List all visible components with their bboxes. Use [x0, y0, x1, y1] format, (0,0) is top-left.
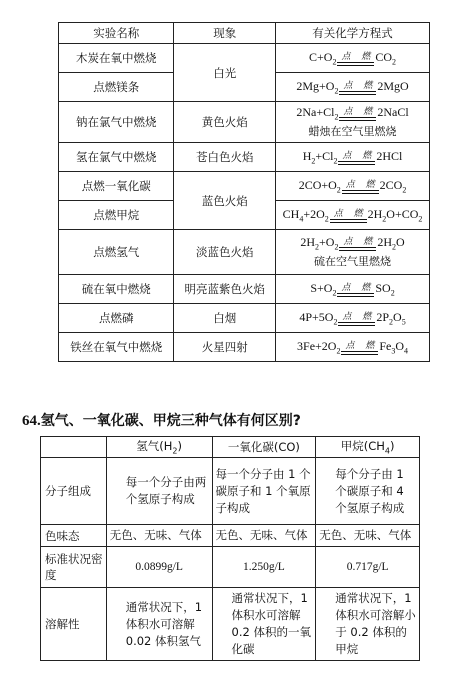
- experiment-name: 钠在氯气中燃烧: [59, 102, 174, 143]
- experiment-name: 氢在氯气中燃烧: [59, 143, 174, 172]
- equation: $H_2+Cl_2$ 点 燃 2HCl: [276, 143, 430, 172]
- table-row: [41, 547, 420, 588]
- row-label: 分子组成: [41, 458, 107, 525]
- header-phenomenon: 现象: [174, 23, 276, 44]
- equation: $2Mg+O_2$ 点 燃 2MgO: [276, 73, 430, 102]
- equation: $S+O_2$ 点 燃 $SO_2$: [276, 275, 430, 304]
- table-cell: 每一个分子由 1 个碳原子和 1 个氧原子构成: [212, 458, 316, 525]
- phenomenon: 苍白色火焰: [174, 143, 276, 172]
- equation: $2H_2+O_2$ 点 燃 $2H_2O$ 硫在空气里燃烧: [276, 230, 430, 275]
- header-blank: [41, 437, 107, 458]
- table-cell: 无色、无味、气体: [212, 525, 316, 547]
- equation: $4P+5O_2$ 点 燃 $2P_2O_5$: [276, 304, 430, 333]
- note-sulfur: 硫在空气里燃烧: [314, 255, 392, 269]
- table-row: [41, 458, 420, 525]
- phenomenon: 白烟: [174, 304, 276, 333]
- gas-comparison-table: [40, 436, 420, 661]
- row-label: 溶解性: [41, 588, 107, 661]
- experiment-name: 点燃磷: [59, 304, 174, 333]
- table-row: [59, 143, 430, 172]
- table-cell: 通常状况下，1 体积水可溶解 0.02 体积氢气: [106, 588, 212, 661]
- table-row: [41, 588, 420, 661]
- phenomenon: 火星四射: [174, 333, 276, 362]
- equation: $C+O_2$ 点 燃 $CO_2$: [276, 44, 430, 73]
- table-cell: 0.717g/L: [316, 547, 420, 588]
- equation: $3Fe+2O_2$ 点 燃 $Fe_3O_4$: [276, 333, 430, 362]
- experiment-name: 点燃甲烷: [59, 201, 174, 230]
- phenomenon: 黄色火焰: [174, 102, 276, 143]
- equation: $2Na+Cl_2$ 点 燃 2NaCl 蜡烛在空气里燃烧: [276, 102, 430, 143]
- phenomenon: 白光: [174, 44, 276, 102]
- experiment-name: 点燃镁条: [59, 73, 174, 102]
- table-cell: 每一个分子由两个氢原子构成: [106, 458, 212, 525]
- gas-header-row: [41, 437, 420, 458]
- equation: $CH_4+2O_2$ 点 燃 $2H_2O+CO_2$: [276, 201, 430, 230]
- table-row: [59, 304, 430, 333]
- table-cell: 无色、无味、气体: [316, 525, 420, 547]
- question-text: 氢气、一氧化碳、甲烷三种气体有何区别?: [40, 413, 301, 429]
- table-cell: 通常状况下，1 体积水可溶解 0.2 体积的一氧化碳: [212, 588, 316, 661]
- table-row: [59, 44, 430, 73]
- reactions-table: [58, 22, 430, 362]
- table-row: [59, 172, 430, 201]
- phenomenon: 蓝色火焰: [174, 172, 276, 230]
- table-row: [41, 525, 420, 547]
- experiment-name: 点燃一氧化碳: [59, 172, 174, 201]
- phenomenon: 明亮蓝紫色火焰: [174, 275, 276, 304]
- experiment-name: 铁丝在氧气中燃烧: [59, 333, 174, 362]
- header-methane: 甲烷$(CH_4)$: [316, 437, 420, 458]
- phenomenon: 淡蓝色火焰: [174, 230, 276, 275]
- table-row: [59, 102, 430, 143]
- table-row: [59, 230, 430, 275]
- table-cell: 1.250g/L: [212, 547, 316, 588]
- note-candle: 蜡烛在空气里燃烧: [308, 125, 397, 139]
- header-hydrogen: 氢气$(H_2)$: [106, 437, 212, 458]
- row-label: 色味态: [41, 525, 107, 547]
- question-heading: [22, 410, 301, 430]
- experiment-name: 点燃氢气: [59, 230, 174, 275]
- table-cell: 无色、无味、气体: [106, 525, 212, 547]
- table-row: [59, 275, 430, 304]
- table-cell: 每个分子由 1 个碳原子和 4 个氢原子构成: [316, 458, 420, 525]
- header-carbon-monoxide: 一氧化碳(CO): [212, 437, 316, 458]
- reactions-header-row: [59, 23, 430, 44]
- question-number: 64.: [22, 413, 41, 429]
- table-cell: 0.0899g/L: [106, 547, 212, 588]
- header-equation: 有关化学方程式: [276, 23, 430, 44]
- table-cell: 通常状况下，1 体积水可溶解小于 0.2 体积的甲烷: [316, 588, 420, 661]
- header-experiment: 实验名称: [59, 23, 174, 44]
- row-label: 标准状况密度: [41, 547, 107, 588]
- equation: $2CO+O_2$ 点 燃 $2CO_2$: [276, 172, 430, 201]
- table-row: [59, 333, 430, 362]
- experiment-name: 硫在氧中燃烧: [59, 275, 174, 304]
- experiment-name: 木炭在氧中燃烧: [59, 44, 174, 73]
